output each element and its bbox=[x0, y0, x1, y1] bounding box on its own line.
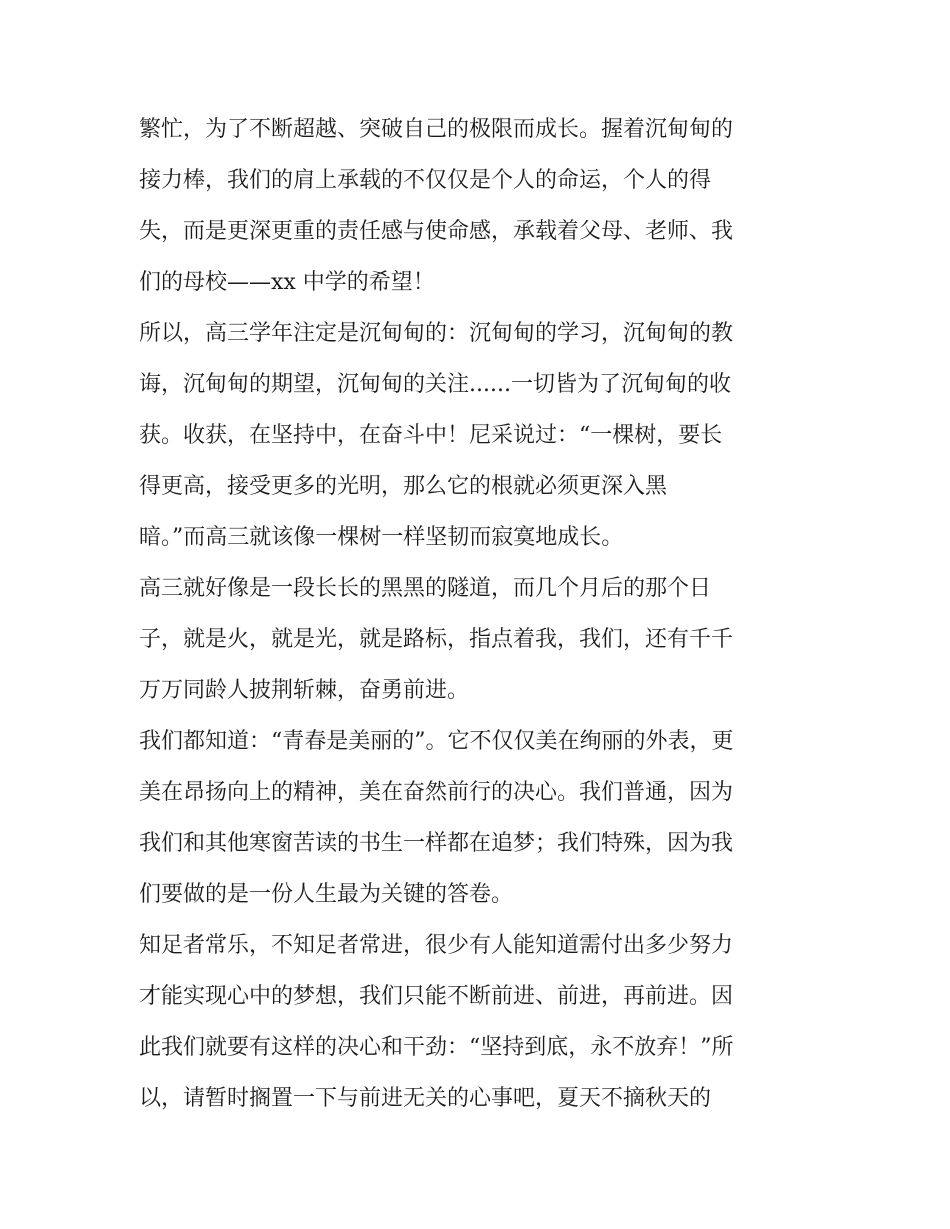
text-line: 万万同龄人披荆斩棘，奋勇前进。 bbox=[139, 678, 470, 703]
text-line: 高三就好像是一段长长的黑黑的隧道，而几个月后的那个日 bbox=[139, 576, 712, 601]
text-line: 暗。”而高三就该像一棵树一样坚韧而寂寞地成长。 bbox=[139, 525, 624, 550]
text-line: 我们和其他寒窗苦读的书生一样都在追梦；我们特殊，因为我 bbox=[139, 831, 734, 856]
text-line: 诲，沉甸甸的期望，沉甸甸的关注......一切皆为了沉甸甸的收 bbox=[139, 372, 731, 397]
text-line: 美在昂扬向上的精神，美在奋然前行的决心。我们普通，因为 bbox=[139, 780, 734, 805]
text-line: 获。收获，在坚持中，在奋斗中！尼采说过：“一棵树，要长 bbox=[139, 423, 723, 448]
text-line: 们的母校——xx 中学的希望！ bbox=[139, 270, 435, 295]
text-line: 接力棒，我们的肩上承载的不仅仅是个人的命运，个人的得 bbox=[139, 168, 712, 193]
text-line: 得更高，接受更多的光明，那么它的根就必须更深入黑 bbox=[139, 474, 668, 499]
text-line: 繁忙，为了不断超越、突破自己的极限而成长。握着沉甸甸的 bbox=[139, 117, 734, 142]
text-line: 所以，高三学年注定是沉甸甸的：沉甸甸的学习，沉甸甸的教 bbox=[139, 321, 734, 346]
text-line: 子，就是火，就是光，就是路标，指点着我，我们，还有千千 bbox=[139, 627, 734, 652]
text-line: 此我们就要有这样的决心和干劲：“坚持到底，永不放弃！”所 bbox=[139, 1035, 734, 1060]
text-line: 们要做的是一份人生最为关键的答卷。 bbox=[139, 882, 514, 907]
body-text bbox=[139, 104, 829, 1124]
text-line: 失，而是更深更重的责任感与使命感，承载着父母、老师、我 bbox=[139, 219, 734, 244]
text-line: 才能实现心中的梦想，我们只能不断前进、前进，再前进。因 bbox=[139, 984, 734, 1009]
text-line: 知足者常乐，不知足者常进，很少有人能知道需付出多少努力 bbox=[139, 933, 734, 958]
text-line: 我们都知道：“青春是美丽的”。它不仅仅美在绚丽的外表，更 bbox=[139, 729, 734, 754]
text-line: 以，请暂时搁置一下与前进无关的心事吧，夏天不摘秋天的 bbox=[139, 1086, 712, 1111]
